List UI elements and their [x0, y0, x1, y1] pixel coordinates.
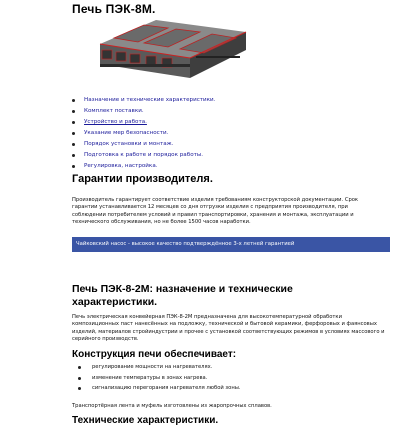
- toc-item: [72, 129, 215, 140]
- promo-banner-text: Чайковский насос - высокое качество подтверждённое 3-х летней гарантией: [76, 241, 295, 247]
- section-text: Печь электрическая конвейерная ПЭК-8-2М предназначена для высокотемпературной обработки композиционных паст нанесённых на подложку, технической и бытовой керамики, ферфоровых и фаянсовых изделий, материалов стройиндустрии и прочее с установкой соответствующих режимов в условиях массового и серийного производств.: [72, 314, 385, 343]
- toc-list: [72, 96, 215, 173]
- oven-image: [96, 16, 250, 82]
- page-title: Печь ПЭК-8М.: [72, 2, 156, 16]
- toc-item: [72, 96, 215, 107]
- toc-link-kit[interactable]: Комплект поставки.: [84, 108, 144, 114]
- tech-heading: Технические характеристики.: [72, 415, 219, 426]
- toc-link-safety[interactable]: Указание мер безопасности.: [84, 130, 169, 136]
- list-item: изменение температуры в зонах нагрева.: [78, 375, 241, 386]
- construction-list: [78, 364, 241, 396]
- section-heading: Печь ПЭК-8-2М: назначение и технические характеристики.: [72, 283, 293, 308]
- list-item: регулирование мощности на нагревателях.: [78, 364, 241, 375]
- toc-item: [72, 140, 215, 151]
- list-item: сигнализацию перегорания нагревателя любой зоны.: [78, 385, 241, 396]
- toc-item: [72, 118, 215, 129]
- toc-link-install[interactable]: Порядок установки и монтаж.: [84, 141, 174, 147]
- toc-item: [72, 151, 215, 162]
- guarantee-text: Производитель гарантирует соответствие изделия требованиям конструкторской документации. Срок гарантии устанавливается 12 месяцев со дня отгрузки изделия с предприятия производителя, при соблюдении потребителем условий и правил транспортировки, хранения и монтажа, эксплуатации и технического обслуживания, но не более 1500 часов наработки.: [72, 197, 359, 226]
- toc-link-design[interactable]: Устройство и работа.: [84, 119, 147, 125]
- promo-banner[interactable]: [72, 237, 390, 252]
- guarantee-heading: Гарантии производителя.: [72, 173, 213, 185]
- toc-link-operation[interactable]: Подготовка к работе и порядок работы.: [84, 152, 204, 158]
- construction-note: Транспортёрная лента и муфель изготовлены из жаропрочных сплавов.: [72, 403, 272, 409]
- construction-heading: Конструкция печи обеспечивает:: [72, 349, 237, 360]
- toc-link-adjust[interactable]: Регулировка, настройка.: [84, 163, 158, 169]
- toc-link-purpose[interactable]: Назначение и технические характеристики.: [84, 97, 216, 103]
- toc-item: [72, 162, 215, 173]
- toc-item: [72, 107, 215, 118]
